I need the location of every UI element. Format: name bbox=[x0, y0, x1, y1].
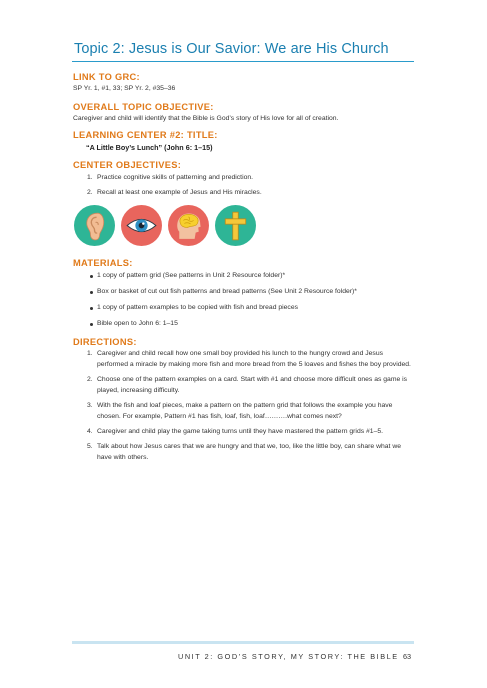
title-divider bbox=[72, 61, 414, 62]
objective-text: Caregiver and child will identify that the Bible is God’s story of His love for all of creation. bbox=[73, 114, 339, 122]
eye-icon bbox=[121, 205, 162, 246]
link-grc-text: SP Yr. 1, #1, 33; SP Yr. 2, #35–36 bbox=[73, 85, 176, 92]
center-objectives-heading: CENTER OBJECTIVES: bbox=[73, 160, 182, 170]
cross-icon bbox=[215, 205, 256, 246]
list-item: 1 copy of pattern examples to be copied with fish and bread pieces bbox=[73, 303, 418, 313]
list-item: 5. Talk about how Jesus cares that we are hungry and that we, too, like the little boy, can share what we have with others. bbox=[87, 443, 402, 461]
learning-center-heading: LEARNING CENTER #2: TITLE: bbox=[73, 130, 218, 140]
list-item: 3. With the fish and loaf pieces, make a pattern on the pattern grid that follows the example you have chosen. For example, Pattern #1 has fish, loaf, fish, loaf……….what comes next? bbox=[87, 402, 393, 420]
directions-heading: DIRECTIONS: bbox=[73, 337, 137, 347]
center-objectives-list bbox=[73, 172, 418, 198]
list-item: 1 copy of pattern grid (See patterns in Unit 2 Resource folder)* bbox=[73, 271, 418, 281]
list-item: 2. Recall at least one example of Jesus and His miracles. bbox=[87, 189, 262, 196]
ear-icon bbox=[74, 205, 115, 246]
list-item: 1. Caregiver and child recall how one small boy provided his lunch to the hungry crowd and Jesus performed a miracle by making more fish and more bread from the 5 loaves and fishes the boy provided. bbox=[87, 350, 411, 368]
list-item: 2. Choose one of the pattern examples on a card. Start with #1 and choose more difficult ones as game is played, increasing difficulty. bbox=[87, 376, 408, 394]
learning-center-subtitle: “A Little Boy’s Lunch” (John 6: 1–15) bbox=[86, 143, 213, 152]
page-title: Topic 2: Jesus is Our Savior: We are His Church bbox=[74, 41, 389, 57]
footer-divider bbox=[72, 641, 414, 644]
list-item: Bible open to John 6: 1–15 bbox=[73, 319, 418, 329]
footer-unit-title: UNIT 2: GOD’S STORY, MY STORY: THE BIBLE bbox=[178, 652, 399, 661]
objective-heading: OVERALL TOPIC OBJECTIVE: bbox=[73, 101, 214, 112]
link-grc-heading: LINK TO GRC: bbox=[73, 72, 140, 82]
brain-icon bbox=[168, 205, 209, 246]
materials-list bbox=[73, 271, 418, 329]
list-item: 1. Practice cognitive skills of patterning and prediction. bbox=[87, 174, 254, 181]
list-item: Box or basket of cut out fish patterns and bread patterns (See Unit 2 Resource folder)* bbox=[73, 287, 418, 297]
list-item: 4. Caregiver and child play the game taking turns until they have mastered the pattern grids #1–5. bbox=[87, 428, 384, 435]
senses-icon-row bbox=[74, 205, 418, 246]
directions-list bbox=[73, 348, 411, 463]
materials-heading: MATERIALS: bbox=[73, 258, 133, 268]
lesson-content bbox=[73, 72, 418, 463]
page-number: 63 bbox=[403, 652, 412, 661]
